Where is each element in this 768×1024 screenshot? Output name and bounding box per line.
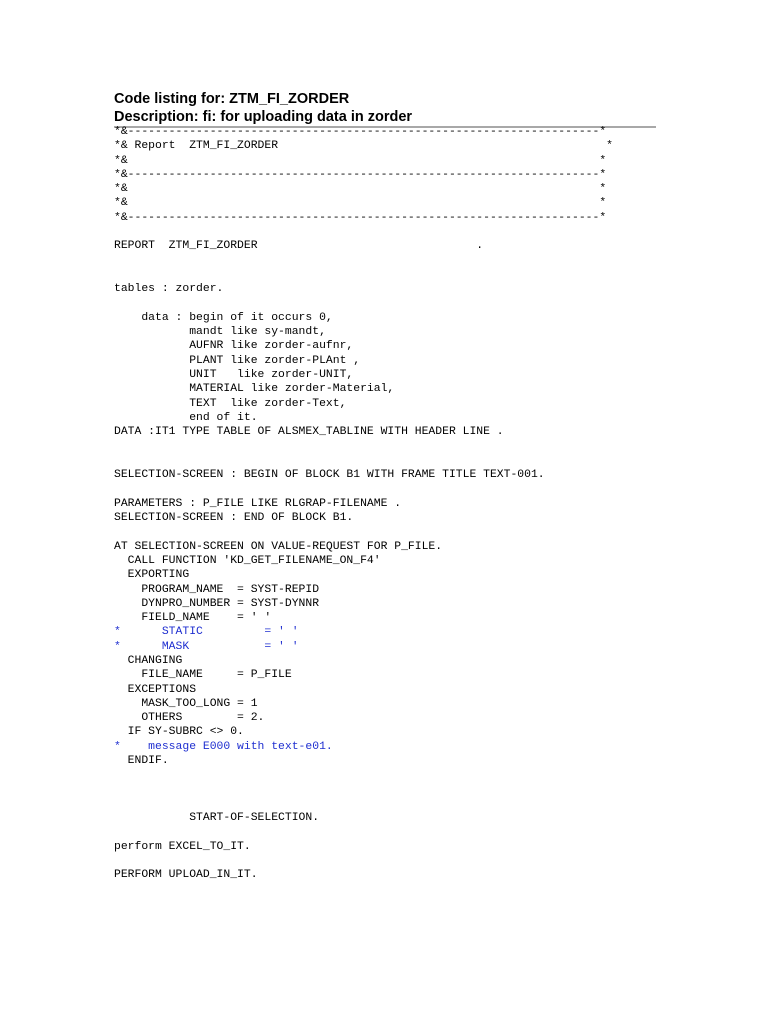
code-line: PARAMETERS : P_FILE LIKE RLGRAP-FILENAME . [114,497,402,510]
code-line: PROGRAM_NAME = SYST-REPID [114,583,320,596]
listing-header [114,90,656,128]
code-line: MASK_TOO_LONG = 1 [114,697,258,710]
code-line [114,297,674,311]
code-line: AUFNR like zorder-aufnr, [114,340,354,353]
code-line [114,440,674,454]
comment-line: * MASK = ' ' [114,640,299,653]
code-line: *& * [114,154,607,167]
listing-description: Description: fi: for uploading data in zorder [114,109,413,125]
code-line: DATA :IT1 TYPE TABLE OF ALSMEX_TABLINE WITH HEADER LINE . [114,426,504,439]
code-line [114,797,674,811]
code-line: START-OF-SELECTION. [114,812,320,825]
code-line: mandt like sy-mandt, [114,326,326,339]
listing-title: Code listing for: ZTM_FI_ZORDER [114,91,350,107]
code-line [114,254,674,268]
code-line: ENDIF. [114,755,169,768]
code-line: TEXT like zorder-Text, [114,397,347,410]
code-line: FILE_NAME = P_FILE [114,669,292,682]
code-line: EXPORTING [114,569,190,582]
code-line [114,268,674,282]
code-line: OTHERS = 2. [114,712,265,725]
code-line: MATERIAL like zorder-Material, [114,383,395,396]
code-line [114,454,674,468]
code-line [114,854,674,868]
code-line [114,525,674,539]
code-line: FIELD_NAME = ' ' [114,612,272,625]
code-line: REPORT ZTM_FI_ZORDER . [114,240,484,253]
code-line: AT SELECTION-SCREEN ON VALUE-REQUEST FOR P_FILE. [114,540,443,553]
code-line [114,783,674,797]
code-line: *&---------------------------------------------------------------------* [114,126,607,138]
code-line: *& * [114,183,607,196]
code-line: perform EXCEL_TO_IT. [114,840,251,853]
code-line: data : begin of it occurs 0, [114,311,333,324]
code-line: CHANGING [114,654,183,667]
code-line: end of it. [114,411,258,424]
code-line: *&---------------------------------------------------------------------* [114,168,607,181]
code-line [114,826,674,840]
code-line: PLANT like zorder-PLAnt , [114,354,361,367]
code-line [114,225,674,239]
code-line: *& * [114,197,607,210]
code-listing [114,125,674,883]
code-line: PERFORM UPLOAD_IN_IT. [114,869,258,882]
code-line [114,482,674,496]
code-line: DYNPRO_NUMBER = SYST-DYNNR [114,597,320,610]
code-line: IF SY-SUBRC <> 0. [114,726,244,739]
code-line: SELECTION-SCREEN : BEGIN OF BLOCK B1 WITH FRAME TITLE TEXT-001. [114,469,545,482]
code-line: *& Report ZTM_FI_ZORDER * [114,140,613,153]
code-line [114,768,674,782]
code-line: tables : zorder. [114,283,224,296]
code-line: CALL FUNCTION 'KD_GET_FILENAME_ON_F4' [114,554,381,567]
code-line: EXCEPTIONS [114,683,197,696]
comment-line: * message E000 with text-e01. [114,740,333,753]
comment-line: * STATIC = ' ' [114,626,299,639]
code-line: SELECTION-SCREEN : END OF BLOCK B1. [114,512,354,525]
code-line: *&---------------------------------------------------------------------* [114,211,607,224]
code-line: UNIT like zorder-UNIT, [114,369,354,382]
